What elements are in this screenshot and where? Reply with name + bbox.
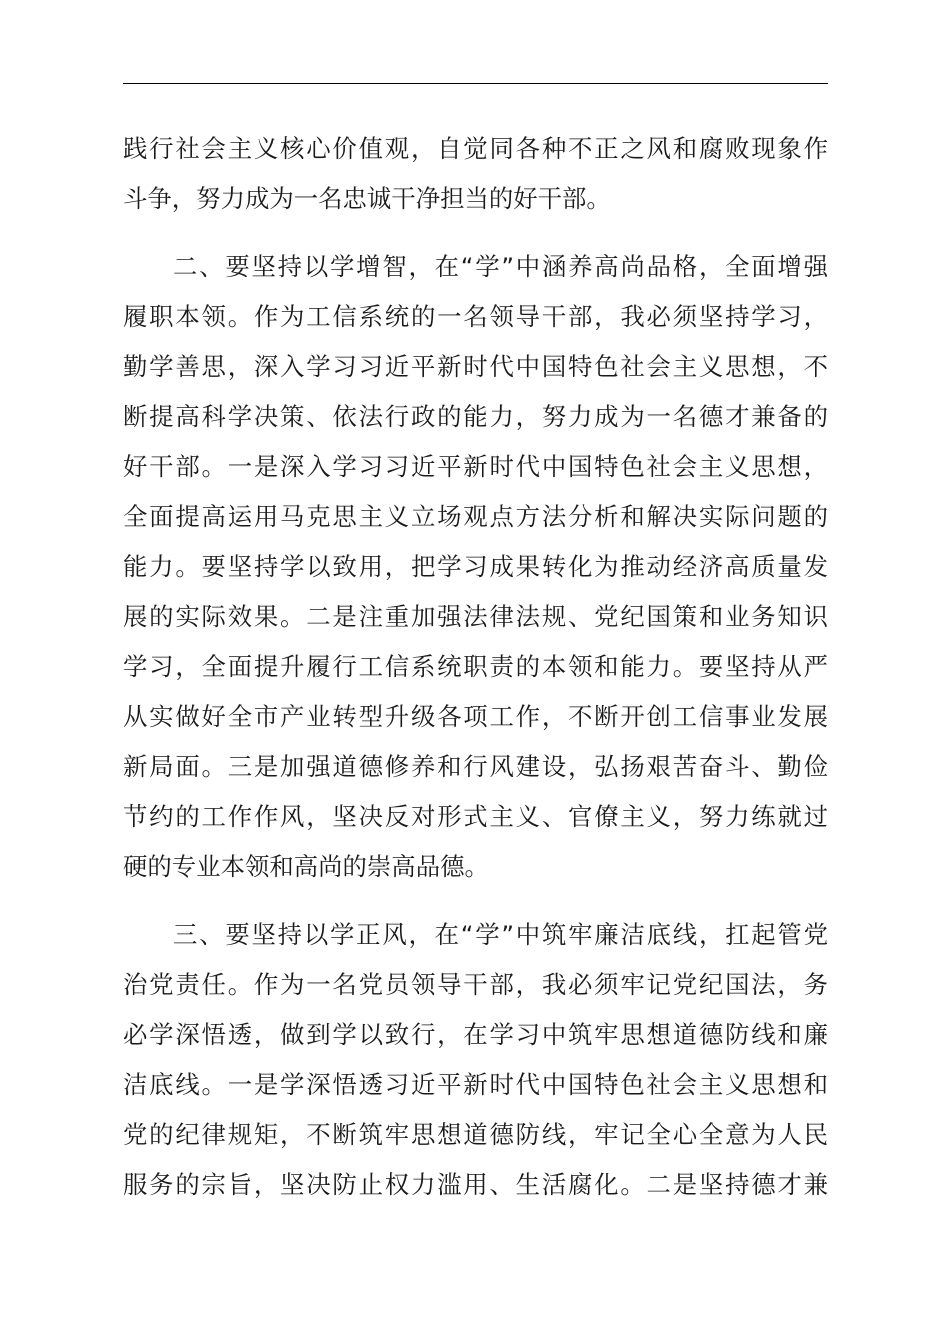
text-line: 服务的宗旨，坚决防止权力滥用、生活腐化。二是坚持德才兼 [123,1170,828,1199]
text-line: 能力。要坚持学以致用，把学习成果转化为推动经济高质量发 [123,552,828,581]
text-line: 三、要坚持以学正风，在“学”中筑牢廉洁底线，扛起管党 [173,920,828,949]
text-line: 从实做好全市产业转型升级各项工作，不断开创工信事业发展 [123,702,828,731]
text-line: 展的实际效果。二是注重加强法律法规、党纪国策和业务知识 [123,602,828,631]
text-line: 党的纪律规矩，不断筑牢思想道德防线，牢记全心全意为人民 [123,1120,828,1149]
text-line: 勤学善思，深入学习习近平新时代中国特色社会主义思想，不 [123,352,828,381]
text-line: 治党责任。作为一名党员领导干部，我必须牢记党纪国法，务 [123,970,828,999]
header-rule [123,83,828,84]
text-line: 践行社会主义核心价值观，自觉同各种不正之风和腐败现象作 [123,134,828,163]
text-line: 履职本领。作为工信系统的一名领导干部，我必须坚持学习， [123,302,828,331]
text-line: 节约的工作作风，坚决反对形式主义、官僚主义，努力练就过 [123,802,828,831]
paragraph-1 [123,124,828,224]
text-line: 全面提高运用马克思主义立场观点方法分析和解决实际问题的 [123,502,828,531]
text-line: 好干部。一是深入学习习近平新时代中国特色社会主义思想， [123,452,828,481]
text-line: 必学深悟透，做到学以致行，在学习中筑牢思想道德防线和廉 [123,1020,828,1049]
text-line: 斗争，努力成为一名忠诚干净担当的好干部。 [123,184,611,213]
paragraph-3 [123,910,828,1210]
text-line: 断提高科学决策、依法行政的能力，努力成为一名德才兼备的 [123,402,828,431]
document-body [123,124,828,1228]
paragraph-2 [123,242,828,892]
text-line: 二、要坚持以学增智，在“学”中涵养高尚品格，全面增强 [173,252,828,281]
text-line: 硬的专业本领和高尚的崇高品德。 [123,852,489,881]
text-line: 学习，全面提升履行工信系统职责的本领和能力。要坚持从严 [123,652,828,681]
text-line: 新局面。三是加强道德修养和行风建设，弘扬艰苦奋斗、勤俭 [123,752,828,781]
text-line: 洁底线。一是学深悟透习近平新时代中国特色社会主义思想和 [123,1070,828,1099]
